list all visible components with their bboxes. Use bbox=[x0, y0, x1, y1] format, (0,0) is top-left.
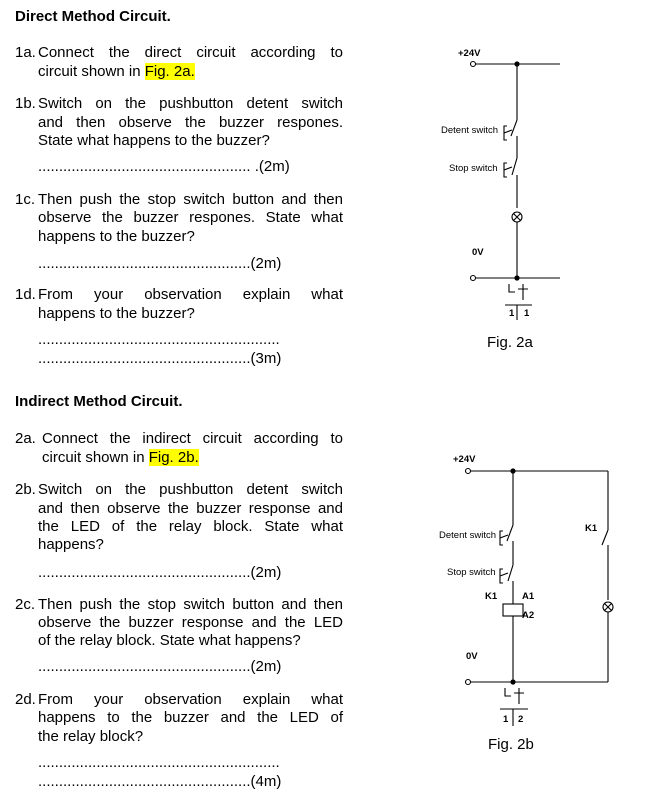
q1d-answer-line-2: ...................................................(3m) bbox=[38, 350, 282, 367]
stop-switch-symbol-2b bbox=[508, 565, 513, 604]
detent-switch-symbol-2b bbox=[507, 525, 513, 565]
section-heading-indirect: Indirect Method Circuit. bbox=[15, 393, 183, 410]
stop-switch-symbol-2a bbox=[512, 158, 517, 208]
q2c-text-1: Then push the stop switch button and then bbox=[38, 596, 343, 613]
q2a-text-2a: circuit shown in bbox=[42, 449, 149, 466]
q2a-number: 2a. bbox=[15, 430, 36, 447]
fig2b-a2-label: A2 bbox=[522, 610, 535, 621]
relay-coil-symbol bbox=[503, 604, 523, 616]
fig2b-supply-label: +24V bbox=[453, 454, 476, 465]
q2d-text-3: the relay block? bbox=[38, 728, 144, 745]
q1b-text-1: Switch on the pushbutton detent switch bbox=[38, 95, 343, 112]
q1d-text-1: From your observation explain what bbox=[38, 286, 343, 303]
fig2b-relay-contact-label: K1 bbox=[585, 523, 598, 534]
q2d-text-1: From your observation explain what bbox=[38, 691, 343, 708]
fig2a-term-2: 1 bbox=[524, 308, 530, 319]
q1d-number: 1d. bbox=[15, 286, 36, 303]
q1c-text-2: observe the buzzer respones. State what bbox=[38, 209, 343, 226]
fig-ref-2b: Fig. 2b. bbox=[148, 449, 199, 466]
fig2b-detent-label: Detent switch bbox=[439, 530, 497, 541]
q1c-number: 1c. bbox=[15, 191, 36, 208]
q2b-text-3: the LED of the relay block. State what bbox=[38, 518, 343, 535]
q1b-answer-line: ................................................... .(2m) bbox=[38, 158, 290, 175]
terminal-block-2a bbox=[509, 284, 528, 300]
q2b-text-1: Switch on the pushbutton detent switch bbox=[38, 481, 343, 498]
fig-2a-diagram bbox=[471, 62, 561, 321]
q2c-text-2: observe the buzzer response and the LED bbox=[38, 614, 343, 631]
fig2a-stop-label: Stop switch bbox=[449, 163, 498, 174]
q1a-text: Connect the direct circuit according to bbox=[38, 44, 343, 61]
q1a-number: 1a. bbox=[15, 44, 36, 61]
q2d-text-2: happens to the buzzer and the LED of bbox=[38, 709, 343, 726]
section-heading-direct: Direct Method Circuit. bbox=[15, 8, 171, 25]
fig2b-ground-label: 0V bbox=[466, 651, 478, 662]
relay-contact-symbol bbox=[602, 530, 608, 600]
q2b-answer-line: ...................................................(2m) bbox=[38, 564, 282, 581]
supply-terminal-2b bbox=[466, 469, 471, 474]
fig2a-detent-label: Detent switch bbox=[441, 125, 499, 136]
fig2a-ground-label: 0V bbox=[472, 247, 484, 258]
fig-ref-2a: Fig. 2a. bbox=[144, 63, 195, 80]
supply-terminal-2a bbox=[471, 62, 476, 67]
q1d-answer-line-1: .......................................................... bbox=[38, 331, 280, 348]
q2b-number: 2b. bbox=[15, 481, 36, 498]
fig2b-caption: Fig. 2b bbox=[488, 736, 534, 753]
q2b-text-4: happens? bbox=[38, 536, 104, 553]
q1b-text-2: and then observe the buzzer respones. bbox=[38, 114, 343, 131]
q2d-answer-line-1: .......................................................... bbox=[38, 754, 280, 771]
q2a-text: Connect the indirect circuit according to bbox=[42, 430, 343, 447]
q1d-text-2: happens to the buzzer? bbox=[38, 305, 195, 322]
q1b-number: 1b. bbox=[15, 95, 36, 112]
fig2b-coil-label: K1 bbox=[485, 591, 498, 602]
ground-terminal-2a bbox=[471, 276, 476, 281]
ground-terminal-2b bbox=[466, 680, 471, 685]
q2d-answer-line-2: ...................................................(4m) bbox=[38, 773, 282, 790]
detent-switch-symbol-2a bbox=[511, 120, 517, 158]
q1b-text-3: State what happens to the buzzer? bbox=[38, 132, 270, 149]
q2b-text-2: and then observe the buzzer response and bbox=[38, 500, 343, 517]
terminal-block-2b bbox=[505, 688, 524, 704]
q2c-text-3: of the relay block. State what happens? bbox=[38, 632, 301, 649]
fig2a-supply-label: +24V bbox=[458, 48, 481, 59]
fig2b-term-2: 2 bbox=[518, 714, 524, 725]
fig2b-stop-label: Stop switch bbox=[447, 567, 496, 578]
q1a-text-2a: circuit shown in bbox=[38, 63, 145, 80]
q1c-answer-line: ...................................................(2m) bbox=[38, 255, 282, 272]
q1c-text-3: happens to the buzzer? bbox=[38, 228, 195, 245]
fig2a-term-1: 1 bbox=[509, 308, 515, 319]
q2c-answer-line: ...................................................(2m) bbox=[38, 658, 282, 675]
q1c-text-1: Then push the stop switch button and then bbox=[38, 191, 343, 208]
q2c-number: 2c. bbox=[15, 596, 36, 613]
fig2a-caption: Fig. 2a bbox=[487, 334, 533, 351]
fig2b-a1-label: A1 bbox=[522, 591, 535, 602]
fig2b-term-1: 1 bbox=[503, 714, 509, 725]
q2d-number: 2d. bbox=[15, 691, 36, 708]
